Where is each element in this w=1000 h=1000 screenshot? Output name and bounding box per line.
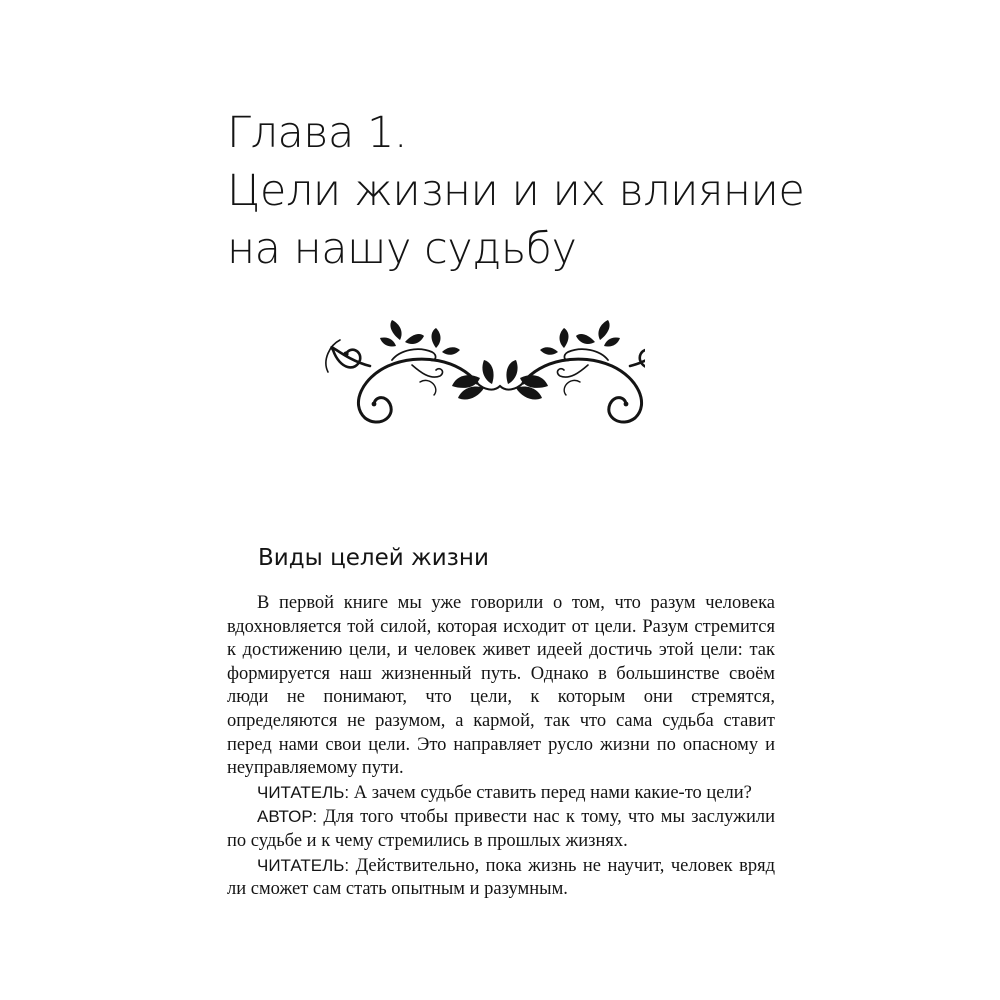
paragraph-text: Для того чтобы привести нас к тому, что мы заслужили по судьбе и к чему стремились в прошлых жизнях. [227, 807, 775, 851]
body-text [227, 592, 775, 902]
paragraph-text: Действительно, пока жизнь не научит, человек вряд ли сможет сам стать опытным и разумным. [227, 855, 775, 900]
speaker-label: АВТОР: [257, 807, 318, 827]
chapter-title [227, 104, 804, 278]
speaker-label: ЧИТАТЕЛЬ: [257, 855, 350, 875]
section-heading: Виды целей жизни [258, 545, 489, 571]
paragraph [227, 854, 775, 902]
paragraph-text: А зачем судьбе ставить перед нами какие-то цели? [349, 782, 752, 803]
chapter-title-line-3: на нашу судьбу [227, 224, 577, 274]
chapter-title-line-1: Глава 1. [227, 108, 408, 158]
paragraph [227, 592, 775, 781]
paragraph-text: В первой книге мы уже говорили о том, что разум человека вдохновляется той силой, которая исходит от цели. Разум стремится к достижению цели, и человек живет идеей достичь этой цели: так формируется наш жизненный путь. Однако в большинстве своём люди не понимают, что цели, к которым они стремятся, определяются не разумом, а кармой, так что сама судьба ставит перед нами свои цели. Это направляет русло жизни по опасному и неуправляемому пути. [227, 593, 775, 779]
paragraph [227, 805, 775, 853]
floral-vine-divider-icon [310, 320, 645, 432]
speaker-label: ЧИТАТЕЛЬ: [257, 782, 350, 802]
paragraph [227, 781, 775, 806]
chapter-title-line-2: Цели жизни и их влияние [227, 166, 805, 216]
